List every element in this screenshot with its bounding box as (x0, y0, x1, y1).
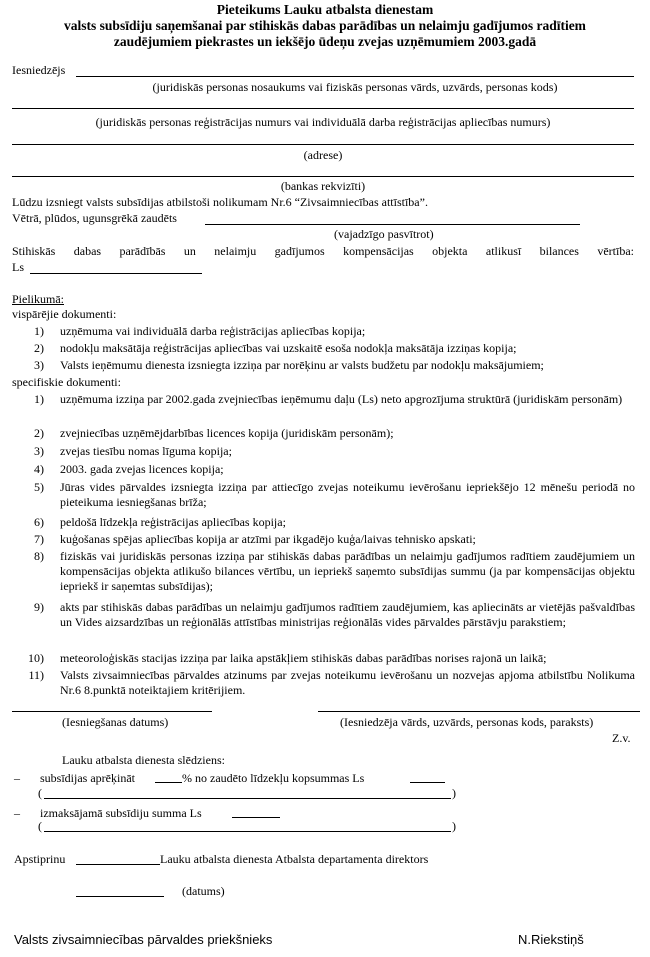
percent-field[interactable] (155, 782, 182, 783)
specific-item-number: 6) (34, 515, 44, 529)
decision-heading: Lauku atbalsta dienesta slēdziens: (62, 753, 225, 767)
specific-item: meteoroloģiskās stacijas izziņa par laika apstākļiem stihiskās dabas parādības norises rajonā un laikā; (60, 651, 547, 665)
approval-label: Apstiprinu (14, 852, 66, 866)
applicant-signature-caption: (Iesniedzēja vārds, uzvārds, personas kods, paraksts) (340, 715, 594, 729)
form-title-line3: zaudējumiem piekrastes un iekšējo ūdeņu zvejas uzņēmumiem 2003.gadā (113, 34, 537, 49)
specific-item: uzņēmuma izziņa par 2002.gada zvejniecības ieņēmumu daļu (Ls) neto apgrozījuma struktūrā (juridiskām personām) (60, 392, 623, 406)
calc-amount-field[interactable] (410, 782, 445, 783)
paren-close: ) (452, 819, 456, 833)
approval-signature-field[interactable] (76, 864, 160, 865)
specific-item: kuģošanas spējas apliecības kopija ar atzīmi par ikgadējo kuģa/laivas tehnisko apskati; (60, 532, 476, 546)
specific-item: 2003. gada zvejas licences kopija; (60, 462, 224, 476)
general-item-number: 2) (34, 341, 44, 355)
specific-item-number: 1) (34, 392, 44, 406)
specific-item: Valsts zivsaimniecības pārvaldes atzinums par zvejas noteikumu ievērošanu un nozvejas apjoma atbilstību Nolikuma Nr.6 8.punktā noteiktajiem kritērijiem. (60, 668, 635, 697)
specific-item-number: 5) (34, 480, 44, 494)
footer-signatory: N.Riekstiņš (518, 932, 584, 947)
submission-date-caption: (Iesniegšanas datums) (62, 715, 169, 729)
loss-field[interactable] (205, 224, 580, 225)
submission-date-field[interactable] (12, 711, 212, 712)
specific-item: peldošā līdzekļa reģistrācijas apliecības kopija; (60, 515, 286, 529)
applicant-label: Iesniedzējs (12, 63, 66, 77)
applicant-signature-field[interactable] (318, 711, 640, 712)
general-docs-heading: vispārējie dokumenti: (12, 307, 117, 321)
specific-docs-heading: specifiskie dokumenti: (12, 375, 121, 389)
paren-close: ) (452, 786, 456, 800)
specific-item-number: 9) (34, 600, 44, 614)
form-title: Pieteikums Lauku atbalsta dienestam (216, 2, 434, 17)
specific-item: Jūras vides pārvaldes izsniegta izziņa par attiecīgo zvejas noteikumu ievērošanu iepriekšējo 12 mēnešu periodā no pieteikuma iesniegšanas brīža; (60, 480, 635, 509)
dash-bullet: – (14, 771, 20, 785)
calc-label-b: % no zaudēto līdzekļu kopsummas Ls (182, 771, 365, 785)
footer-position: Valsts zivsaimniecības pārvaldes priekšnieks (14, 932, 273, 947)
loss-label: Vētrā, plūdos, ugunsgrēkā zaudēts (12, 211, 177, 225)
applicant-name-caption: (juridiskās personas nosaukums vai fiziskās personas vārds, uzvārds, personas kods) (152, 80, 558, 94)
address-field[interactable] (12, 144, 634, 145)
general-item: uzņēmuma vai individuālā darba reģistrācijas apliecības kopija; (60, 324, 366, 338)
balance-field[interactable] (30, 273, 202, 274)
general-item-number: 3) (34, 358, 44, 372)
general-item: Valsts ieņēmumu dienesta izsniegta izziņa par norēķinu ar valsts budžetu par nodokļu maksājumiem; (60, 358, 544, 372)
balance-text: Stihiskās dabas parādībās un nelaimju gadījumos kompensācijas objekta atlikusī bilances vērtība: (12, 244, 634, 258)
payout-words-field[interactable] (44, 831, 451, 832)
specific-item-number: 10) (28, 651, 44, 665)
request-text: Lūdzu izsniegt valsts subsīdijas atbilstoši nolikumam Nr.6 “Zivsaimniecības attīstība”. (12, 195, 428, 209)
applicant-name-field[interactable] (76, 76, 634, 77)
registration-field[interactable] (12, 108, 634, 109)
approval-date-caption: (datums) (182, 884, 225, 898)
bank-field[interactable] (12, 176, 634, 177)
payout-label: izmaksājamā subsīdiju summa Ls (40, 806, 202, 820)
payout-amount-field[interactable] (232, 817, 280, 818)
calc-label-a: subsīdijas aprēķināt (40, 771, 135, 785)
attachments-heading: Pielikumā: (12, 292, 64, 306)
stamp-mark: Z.v. (612, 731, 631, 745)
dash-bullet: – (14, 806, 20, 820)
form-title-line2: valsts subsīdiju saņemšanai par stihiskās dabas parādības un nelaimju gadījumos radītiem (64, 18, 586, 33)
specific-item: fiziskās vai juridiskās personas izziņa par stihiskās dabas parādības un nelaimju gadījumos radītiem zaudējumiem un kompensācijas objekta atlikušo bilances vērtību, un iepriekš saņemto subsīdijas summu (ja par kompensācijas objektu iepriekš ir saņemtas subsīdijas); (60, 549, 635, 593)
specific-item: akts par stihiskās dabas parādības un nelaimju gadījumos radītiem zaudējumiem, kas apliecināts ar vietējās pašvaldības un Vides aizsardzības un reģionālās attīstības ministrijas reģionālās vides pārvaldes pārstāvju parakstiem; (60, 600, 635, 629)
balance-currency: Ls (12, 260, 24, 274)
address-caption: (adrese) (303, 148, 343, 162)
specific-item: zvejniecības uzņēmējdarbības licences kopija (juridiskām personām); (60, 426, 394, 440)
calc-words-field[interactable] (44, 798, 451, 799)
registration-caption: (juridiskās personas reģistrācijas numurs vai individuālā darba reģistrācijas apliecības numurs) (95, 115, 551, 129)
loss-caption: (vajadzīgo pasvītrot) (334, 227, 434, 241)
specific-item-number: 3) (34, 444, 44, 458)
specific-item-number: 2) (34, 426, 44, 440)
approval-role: Lauku atbalsta dienesta Atbalsta departamenta direktors (160, 852, 429, 866)
paren-open: ( (38, 786, 42, 800)
specific-item: zvejas tiesību nomas līguma kopija; (60, 444, 232, 458)
specific-item-number: 4) (34, 462, 44, 476)
general-item: nodokļu maksātāja reģistrācijas apliecības vai uzskaitē esoša nodokļa maksātāja izziņas kopija; (60, 341, 517, 355)
approval-date-field[interactable] (76, 896, 164, 897)
general-item-number: 1) (34, 324, 44, 338)
specific-item-number: 7) (34, 532, 44, 546)
paren-open: ( (38, 819, 42, 833)
bank-caption: (bankas rekvizīti) (280, 179, 366, 193)
specific-item-number: 8) (34, 549, 44, 563)
specific-item-number: 11) (28, 668, 44, 682)
